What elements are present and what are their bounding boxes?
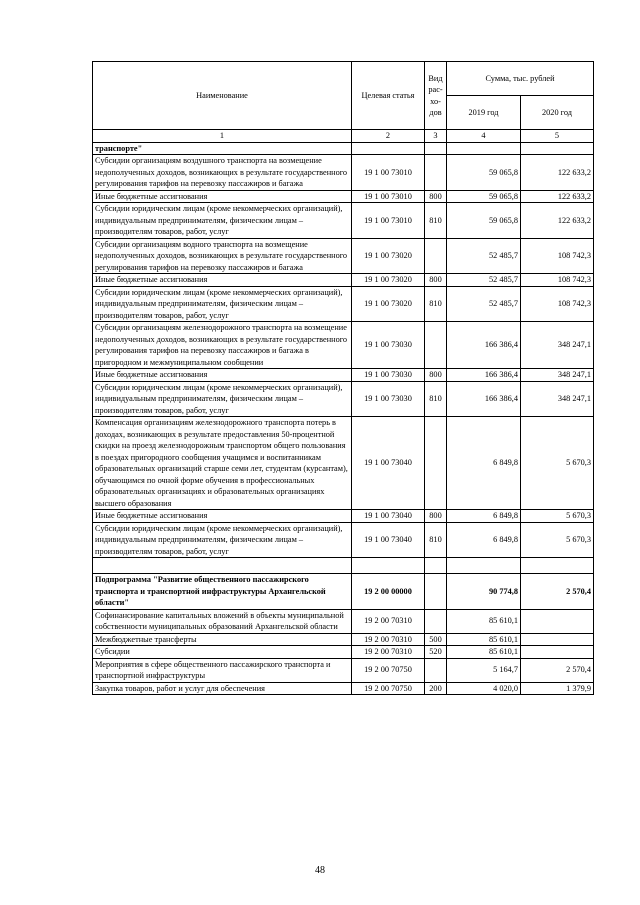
row-expense-type — [425, 558, 447, 574]
table-row — [93, 155, 594, 191]
row-target-code: 19 1 00 73030 — [352, 369, 425, 382]
row-amount-2019: 59 065,8 — [447, 203, 521, 239]
spacer-row — [93, 558, 594, 574]
row-expense-type: 200 — [425, 682, 447, 695]
column-number: 3 — [425, 130, 447, 143]
row-name: Мероприятия в сфере общественного пассажирского транспорта и транспортной инфраструктуры — [93, 658, 352, 682]
table-row — [93, 682, 594, 695]
row-amount-2019: 6 849,8 — [447, 417, 521, 510]
row-name: Субсидии организациям воздушного транспорта на возмещение недополученных доходов, возникающих в результате государственного регулирования тарифов на перевозку пассажиров и багажа — [93, 155, 352, 191]
row-amount-2019: 90 774,8 — [447, 574, 521, 610]
row-amount-2019: 6 849,8 — [447, 522, 521, 558]
row-amount-2020: 2 570,4 — [521, 574, 594, 610]
row-expense-type — [425, 238, 447, 274]
row-amount-2019: 85 610,1 — [447, 646, 521, 659]
row-amount-2019: 6 849,8 — [447, 510, 521, 523]
row-target-code: 19 1 00 73040 — [352, 510, 425, 523]
row-target-code: 19 1 00 73020 — [352, 238, 425, 274]
row-expense-type: 800 — [425, 369, 447, 382]
table-row — [93, 238, 594, 274]
row-amount-2020: 122 633,2 — [521, 203, 594, 239]
row-amount-2019 — [447, 142, 521, 155]
row-amount-2019: 85 610,1 — [447, 633, 521, 646]
row-amount-2019: 59 065,8 — [447, 190, 521, 203]
table-row — [93, 369, 594, 382]
row-name: Закупка товаров, работ и услуг для обеспечения — [93, 682, 352, 695]
budget-table-body — [93, 62, 594, 695]
row-amount-2020: 348 247,1 — [521, 322, 594, 369]
row-amount-2020: 108 742,3 — [521, 274, 594, 287]
row-name: Субсидии — [93, 646, 352, 659]
header-name: Наименование — [93, 62, 352, 130]
row-expense-type: 810 — [425, 381, 447, 417]
column-number-row — [93, 130, 594, 143]
header-row — [93, 62, 594, 96]
row-target-code: 19 2 00 70750 — [352, 682, 425, 695]
row-amount-2019: 5 164,7 — [447, 658, 521, 682]
row-amount-2020: 5 670,3 — [521, 417, 594, 510]
header-target: Целевая статья — [352, 62, 425, 130]
row-expense-type — [425, 417, 447, 510]
row-expense-type: 800 — [425, 274, 447, 287]
row-target-code: 19 1 00 73040 — [352, 417, 425, 510]
row-target-code: 19 2 00 70310 — [352, 646, 425, 659]
table-row — [93, 381, 594, 417]
column-number: 2 — [352, 130, 425, 143]
table-row — [93, 322, 594, 369]
row-amount-2019: 166 386,4 — [447, 322, 521, 369]
header-year-2020: 2020 год — [521, 96, 594, 130]
row-amount-2020 — [521, 558, 594, 574]
column-number: 4 — [447, 130, 521, 143]
header-type-line: хо- — [430, 96, 441, 106]
row-expense-type — [425, 155, 447, 191]
row-amount-2019: 85 610,1 — [447, 609, 521, 633]
row-name: Субсидии организациям железнодорожного транспорта на возмещение недополученных доходов, возникающих в результате государственного регулирования тарифов на перевозку пассажиров и багажа в пригородном и межмуниципальном сообщении — [93, 322, 352, 369]
row-amount-2020: 348 247,1 — [521, 369, 594, 382]
row-amount-2020: 5 670,3 — [521, 510, 594, 523]
row-amount-2020: 5 670,3 — [521, 522, 594, 558]
row-amount-2020: 1 379,9 — [521, 682, 594, 695]
header-type-line: рас- — [428, 85, 443, 94]
row-name: Иные бюджетные ассигнования — [93, 190, 352, 203]
column-number: 1 — [93, 130, 352, 143]
row-amount-2020: 108 742,3 — [521, 238, 594, 274]
row-amount-2020 — [521, 609, 594, 633]
table-row — [93, 203, 594, 239]
column-number: 5 — [521, 130, 594, 143]
row-expense-type — [425, 574, 447, 610]
table-row — [93, 286, 594, 322]
row-amount-2019: 4 020,0 — [447, 682, 521, 695]
header-type-line: дов — [429, 108, 442, 117]
table-row — [93, 646, 594, 659]
row-target-code: 19 1 00 73020 — [352, 274, 425, 287]
row-name: Иные бюджетные ассигнования — [93, 510, 352, 523]
row-amount-2020 — [521, 633, 594, 646]
table-row — [93, 142, 594, 155]
row-amount-2020: 122 633,2 — [521, 190, 594, 203]
row-name: Субсидии юридическим лицам (кроме некоммерческих организаций), индивидуальным предпринимателям, физическим лицам – производителям товаров, работ, услуг — [93, 286, 352, 322]
row-expense-type — [425, 322, 447, 369]
table-row — [93, 609, 594, 633]
row-target-code — [352, 142, 425, 155]
table-row — [93, 522, 594, 558]
row-amount-2019: 166 386,4 — [447, 369, 521, 382]
table-row — [93, 633, 594, 646]
header-year-2019: 2019 год — [447, 96, 521, 130]
row-name: Софинансирование капитальных вложений в объекты муниципальной собственности муниципальных образований Архангельской области — [93, 609, 352, 633]
row-amount-2019 — [447, 558, 521, 574]
row-target-code: 19 1 00 73030 — [352, 322, 425, 369]
row-amount-2020: 108 742,3 — [521, 286, 594, 322]
row-expense-type: 500 — [425, 633, 447, 646]
row-name: транспорте" — [93, 142, 352, 155]
row-amount-2019: 52 485,7 — [447, 238, 521, 274]
row-amount-2020: 122 633,2 — [521, 155, 594, 191]
table-row — [93, 658, 594, 682]
row-target-code: 19 1 00 73010 — [352, 203, 425, 239]
header-sum: Сумма, тыс. рублей — [447, 62, 594, 96]
row-target-code: 19 2 00 70750 — [352, 658, 425, 682]
row-amount-2019: 59 065,8 — [447, 155, 521, 191]
row-name: Субсидии организациям водного транспорта на возмещение недополученных доходов, возникающих в результате государственного регулирования тарифов на перевозку пассажиров и багажа — [93, 238, 352, 274]
budget-table — [92, 61, 594, 695]
row-target-code: 19 1 00 73020 — [352, 286, 425, 322]
row-amount-2019: 166 386,4 — [447, 381, 521, 417]
row-expense-type: 800 — [425, 190, 447, 203]
row-expense-type — [425, 658, 447, 682]
row-target-code: 19 1 00 73010 — [352, 190, 425, 203]
row-expense-type — [425, 142, 447, 155]
row-expense-type: 520 — [425, 646, 447, 659]
table-row — [93, 510, 594, 523]
row-name: Субсидии юридическим лицам (кроме некоммерческих организаций), индивидуальным предпринимателям, физическим лицам – производителям товаров, работ, услуг — [93, 522, 352, 558]
row-target-code: 19 1 00 73040 — [352, 522, 425, 558]
row-name: Субсидии юридическим лицам (кроме некоммерческих организаций), индивидуальным предпринимателям, физическим лицам – производителям товаров, работ, услуг — [93, 381, 352, 417]
row-target-code: 19 1 00 73010 — [352, 155, 425, 191]
header-type-line: Вид — [428, 73, 443, 83]
row-name: Межбюджетные трансферты — [93, 633, 352, 646]
row-expense-type: 810 — [425, 203, 447, 239]
row-amount-2019: 52 485,7 — [447, 274, 521, 287]
row-name: Иные бюджетные ассигнования — [93, 274, 352, 287]
row-name: Компенсация организациям железнодорожного транспорта потерь в доходах, возникающих в результате предоставления 50-процентной скидки на проезд железнодорожным транспортом общего пользования в поездах пригородного сообщения учащимся и воспитанникам образовательных организаций старше семи лет, студентам (курсантам), обучающимся по очной форме обучения в профессиональных образовательных организациях и образовательных организациях высшего образования — [93, 417, 352, 510]
row-expense-type — [425, 609, 447, 633]
row-amount-2020 — [521, 142, 594, 155]
row-name: Подпрограмма "Развитие общественного пассажирского транспорта и транспортной инфраструктуры Архангельской области" — [93, 574, 352, 610]
row-amount-2020: 2 570,4 — [521, 658, 594, 682]
row-target-code — [352, 558, 425, 574]
row-target-code: 19 2 00 70310 — [352, 609, 425, 633]
table-row — [93, 574, 594, 610]
page-number: 48 — [315, 865, 325, 876]
row-name — [93, 558, 352, 574]
row-target-code: 19 2 00 70310 — [352, 633, 425, 646]
table-row — [93, 274, 594, 287]
header-type — [425, 62, 447, 130]
row-expense-type: 800 — [425, 510, 447, 523]
row-name: Субсидии юридическим лицам (кроме некоммерческих организаций), индивидуальным предпринимателям, физическим лицам – производителям товаров, работ, услуг — [93, 203, 352, 239]
row-amount-2020: 348 247,1 — [521, 381, 594, 417]
row-amount-2020 — [521, 646, 594, 659]
row-target-code: 19 1 00 73030 — [352, 381, 425, 417]
table-row — [93, 190, 594, 203]
row-amount-2019: 52 485,7 — [447, 286, 521, 322]
row-target-code: 19 2 00 00000 — [352, 574, 425, 610]
row-expense-type: 810 — [425, 286, 447, 322]
row-name: Иные бюджетные ассигнования — [93, 369, 352, 382]
row-expense-type: 810 — [425, 522, 447, 558]
table-row — [93, 417, 594, 510]
